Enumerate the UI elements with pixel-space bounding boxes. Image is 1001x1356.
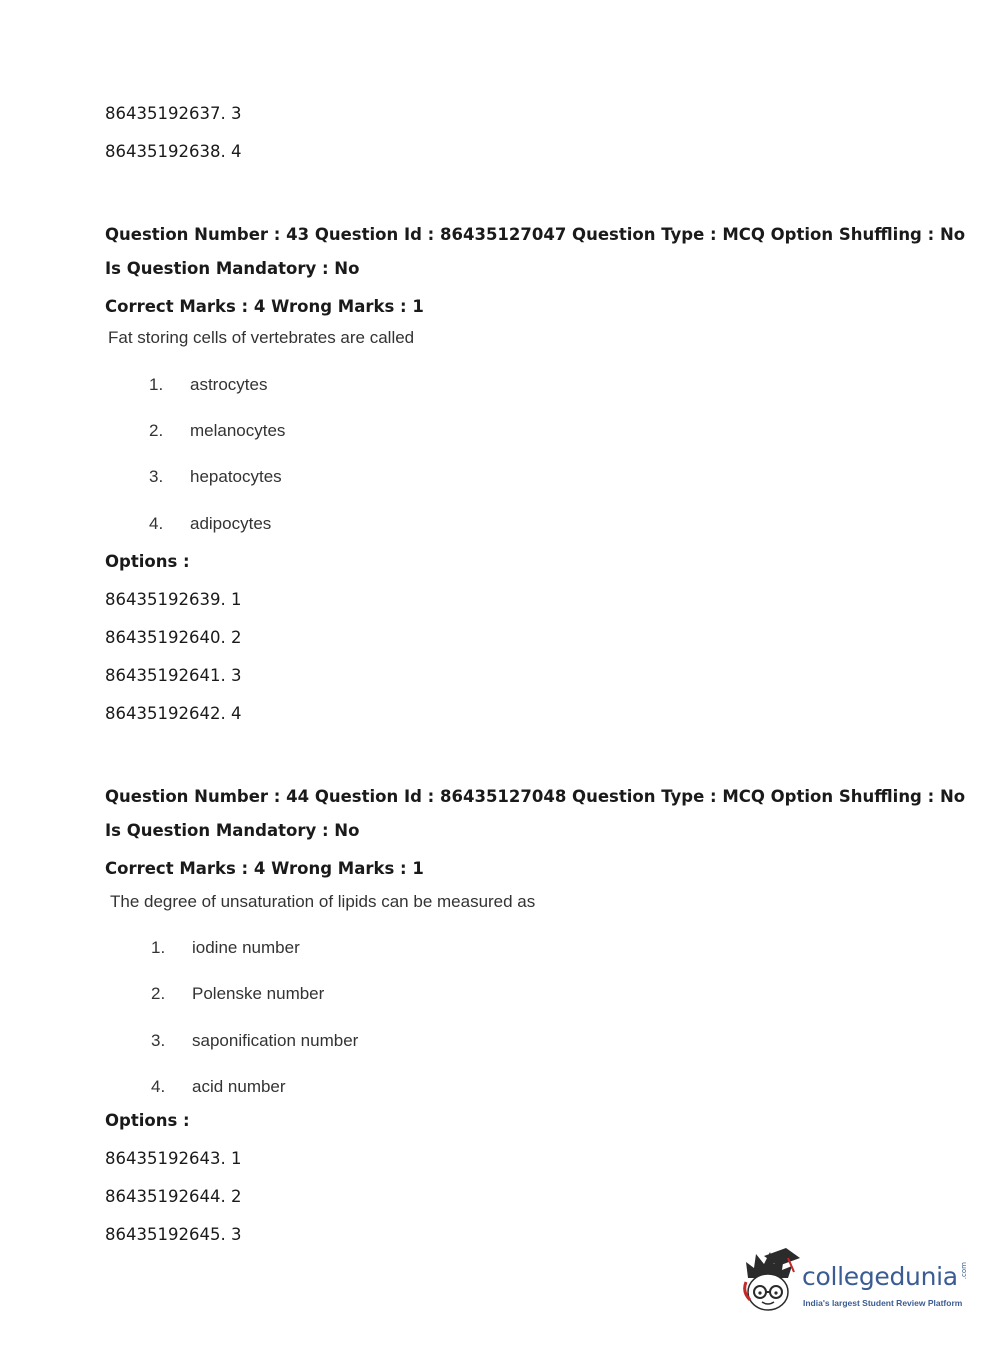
choice-text: Polenske number: [192, 984, 325, 1003]
choice-number: 4.: [151, 1077, 166, 1096]
mascot-icon: [742, 1248, 802, 1318]
choice-number: 3.: [151, 1031, 166, 1050]
question-43-mandatory: Is Question Mandatory : No: [105, 259, 360, 278]
question-43-options-label: Options :: [105, 552, 190, 571]
logo-tagline: India's largest Student Review Platform: [803, 1298, 963, 1308]
choice-number: 2.: [151, 984, 166, 1003]
collegedunia-logo: [742, 1248, 972, 1318]
choice-number: 2.: [149, 421, 164, 440]
option-line: 86435192640. 2: [105, 628, 242, 647]
option-line: 86435192643. 1: [105, 1149, 242, 1168]
logo-suffix: .com: [960, 1262, 968, 1280]
option-line: 86435192644. 2: [105, 1187, 242, 1206]
option-line: 86435192637. 3: [105, 104, 242, 123]
choice-text: astrocytes: [190, 375, 268, 394]
option-line: 86435192638. 4: [105, 142, 242, 161]
question-43-marks: Correct Marks : 4 Wrong Marks : 1: [105, 297, 424, 316]
question-44-marks: Correct Marks : 4 Wrong Marks : 1: [105, 859, 424, 878]
choice-text: hepatocytes: [190, 467, 282, 486]
question-44-mandatory: Is Question Mandatory : No: [105, 821, 360, 840]
question-43-header: Question Number : 43 Question Id : 86435127047 Question Type : MCQ Option Shuffling : No: [105, 225, 966, 244]
logo-wordmark: collegedunia: [802, 1262, 958, 1291]
choice-text: saponification number: [192, 1031, 359, 1050]
choice-number: 1.: [149, 375, 164, 394]
option-line: 86435192642. 4: [105, 704, 242, 723]
choice-number: 3.: [149, 467, 164, 486]
question-44-options-label: Options :: [105, 1111, 190, 1130]
option-line: 86435192645. 3: [105, 1225, 242, 1244]
choice-text: acid number: [192, 1077, 286, 1096]
choice-text: melanocytes: [190, 421, 286, 440]
question-43-stem: Fat storing cells of vertebrates are called: [108, 328, 415, 347]
choice-number: 4.: [149, 514, 164, 533]
option-line: 86435192639. 1: [105, 590, 242, 609]
option-line: 86435192641. 3: [105, 666, 242, 685]
choice-number: 1.: [151, 938, 166, 957]
question-44-stem: The degree of unsaturation of lipids can be measured as: [110, 892, 536, 911]
choice-text: adipocytes: [190, 514, 272, 533]
question-44-header: Question Number : 44 Question Id : 86435127048 Question Type : MCQ Option Shuffling : No: [105, 787, 966, 806]
choice-text: iodine number: [192, 938, 300, 957]
